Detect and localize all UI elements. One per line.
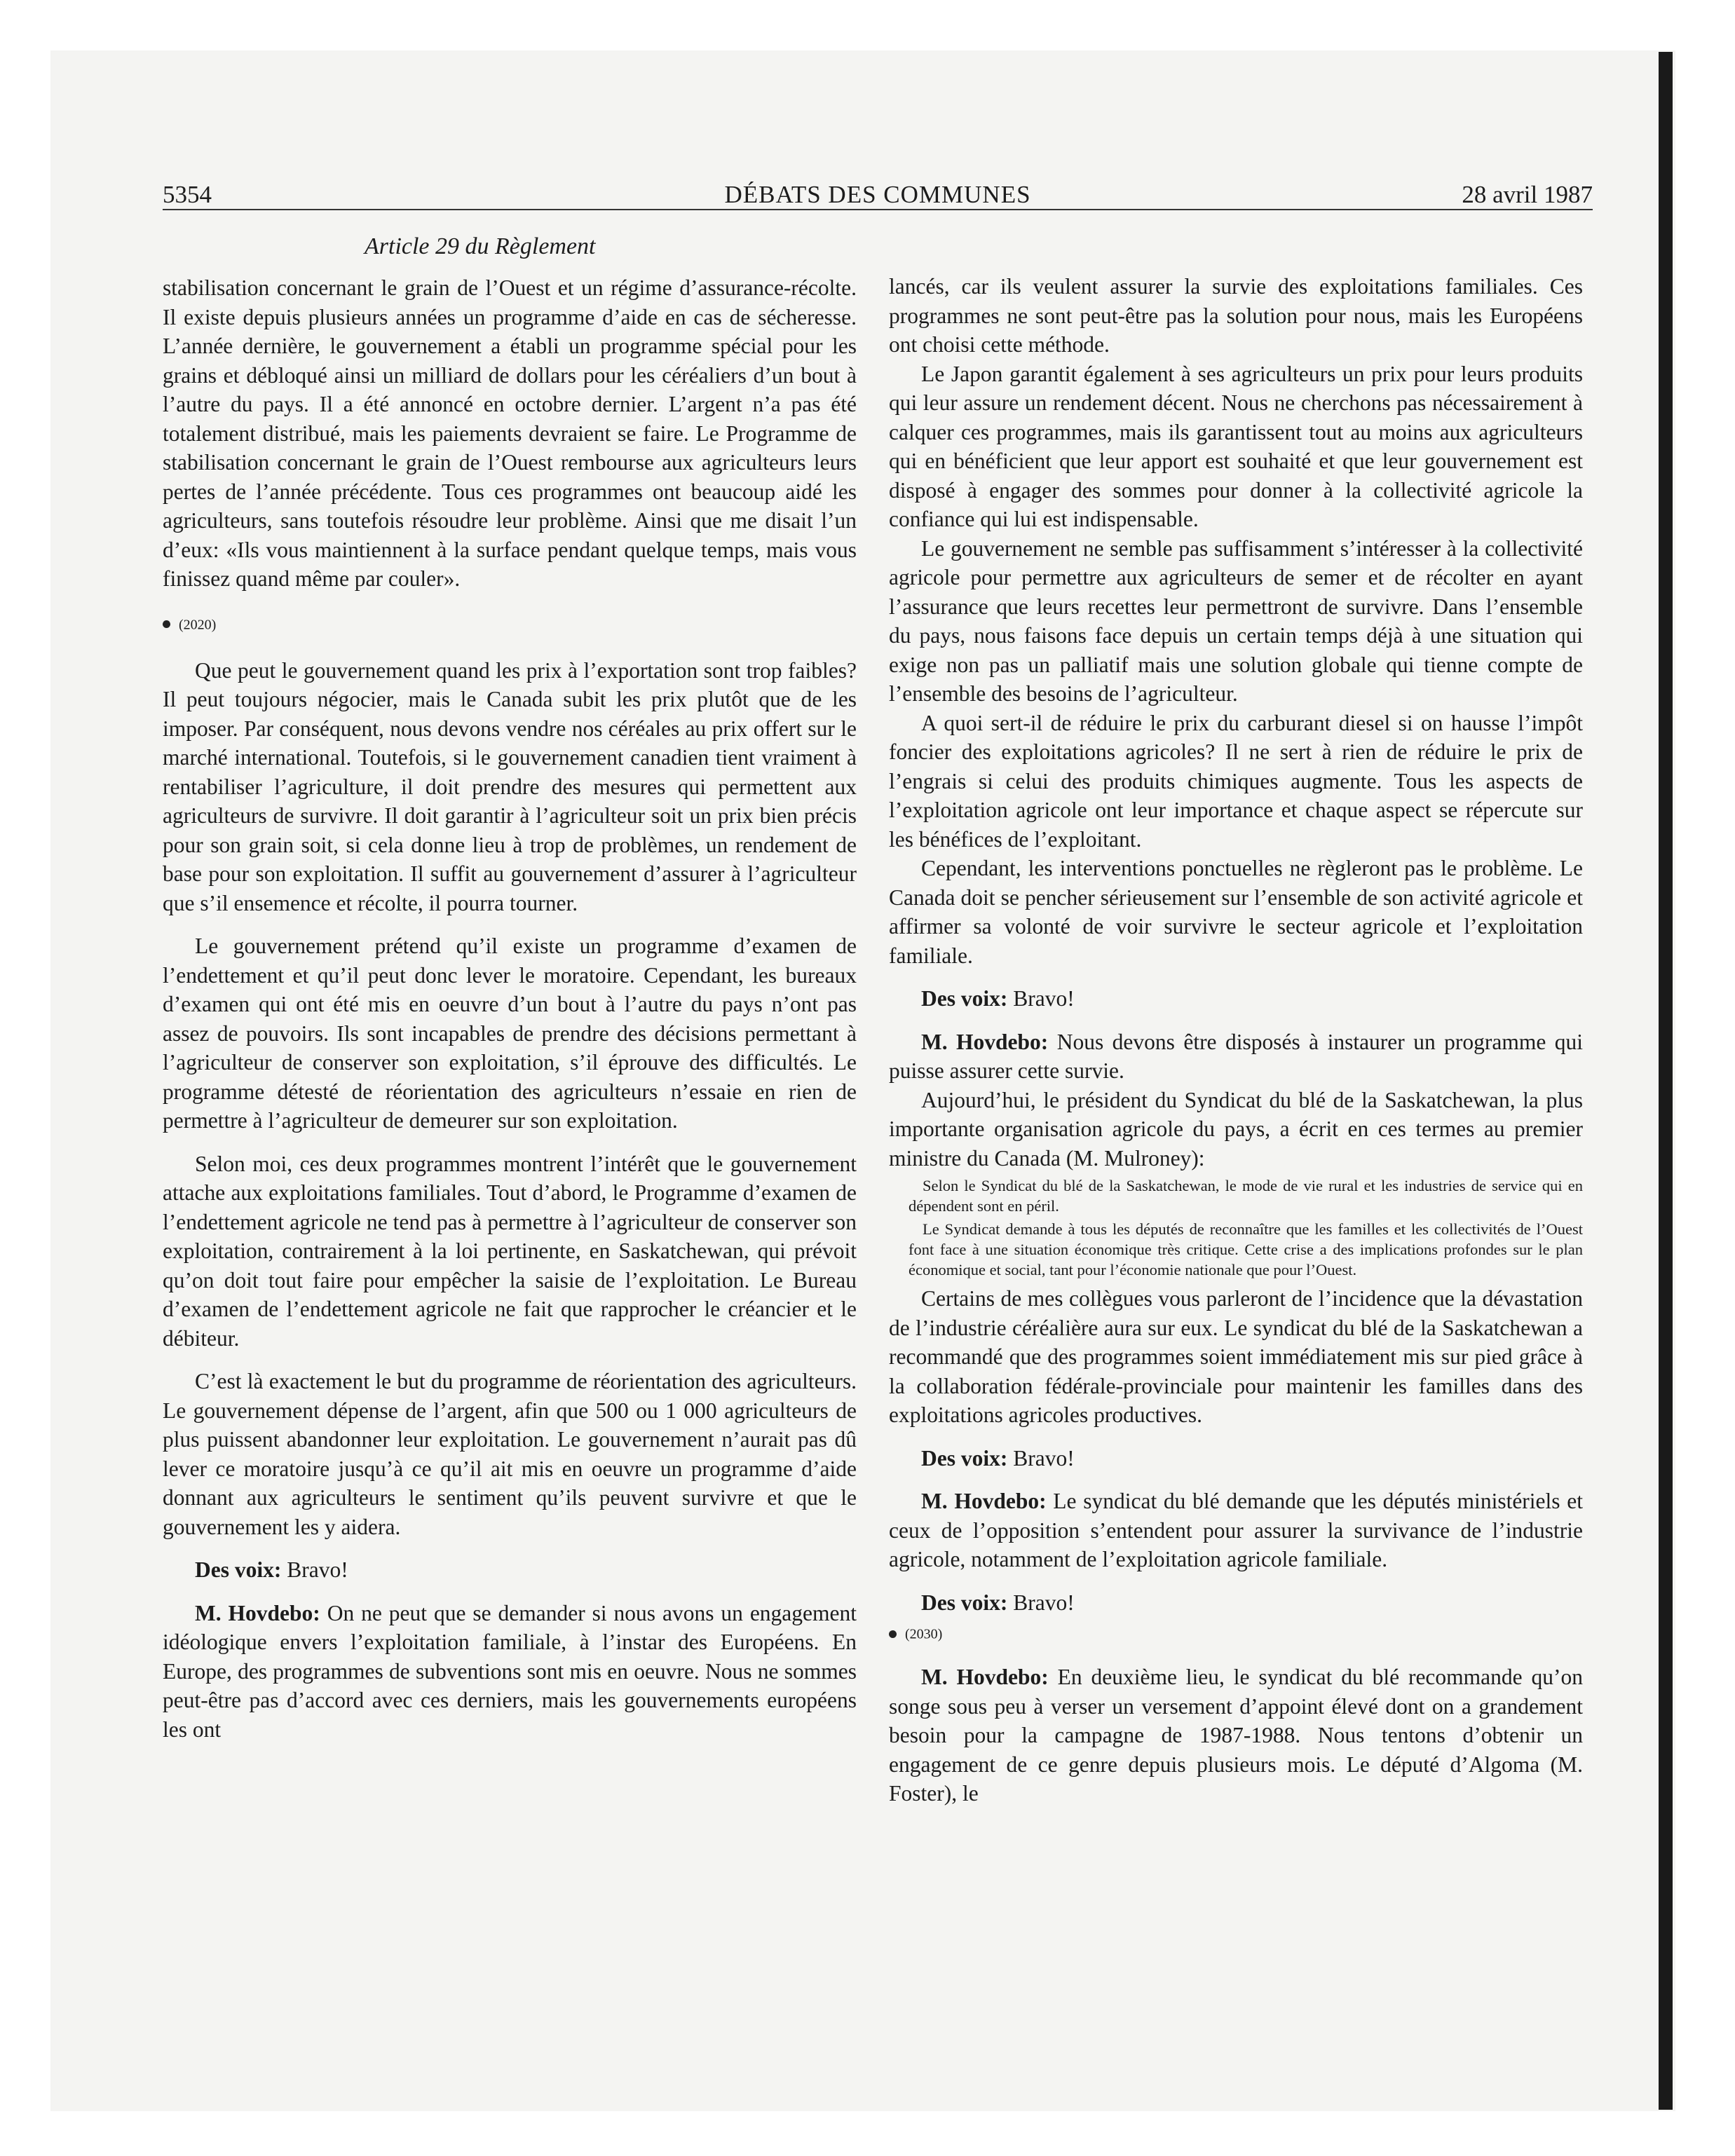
- bullet-icon: [163, 620, 170, 628]
- speaker-name: M. Hovdebo:: [921, 1029, 1049, 1054]
- speech-text: Bravo!: [1013, 986, 1075, 1011]
- bullet-icon: [889, 1630, 897, 1638]
- paragraph: Aujourd’hui, le président du Syndicat du blé de la Saskatchewan, la plus importante organisation agricole du pays, a écrit en ces termes au premier ministre du Canada (M. Mulroney):: [889, 1087, 1583, 1171]
- scan-dark-edge: [1659, 52, 1673, 2110]
- speech-text: En deuxième lieu, le syndicat du blé recommande qu’on songe sous peu à verser un versement d’appoint élevé dont on a grandement besoin pour la campagne de 1987-1988. Nous tentons d’obtenir un engagement de ce genre depuis plusieurs mois. Le député d’Algoma (M. Foster), le: [889, 1665, 1583, 1806]
- speech-text: Nous devons être disposés à instaurer un programme qui puisse assurer cette survie.: [889, 1029, 1584, 1083]
- interjection: [889, 984, 1583, 1014]
- paragraph: A quoi sert-il de réduire le prix du carburant diesel si on hausse l’impôt foncier des exploitations agricoles? Il ne sert à rien de réduire le prix de l’engrais si celui des produits chimiques augmente. Tous les aspects de l’exploitation agricole ont leur importance et chaque aspect se répercute sur les bénéfices de l’exploitant.: [889, 710, 1583, 852]
- paragraph: lancés, car ils veulent assurer la survie des exploitations familiales. Ces programmes ne sont peut-être pas la solution pour nous, mais les Européens ont choisi cette méthode.: [889, 274, 1583, 357]
- journal-title: DÉBATS DES COMMUNES: [724, 181, 1031, 208]
- speech-text: Bravo!: [1013, 1590, 1075, 1615]
- block-quote: Le Syndicat demande à tous les députés de reconnaître que les familles et les collectivités de l’Ouest font face à une situation économique très critique. Cette crise a des implications profondes sur le plan économique et social, tant pour l’économie nationale que pour l’Ouest.: [909, 1220, 1583, 1278]
- header-rule: [163, 209, 1593, 210]
- right-column: [889, 272, 1583, 1808]
- section-subheading: Article 29 du Règlement: [365, 233, 596, 259]
- speech-text: Bravo!: [287, 1557, 348, 1583]
- speech-text: Bravo!: [1013, 1445, 1075, 1471]
- page-date: 28 avril 1987: [1462, 181, 1593, 208]
- speaker-name: M. Hovdebo:: [195, 1600, 320, 1625]
- block-quote: Selon le Syndicat du blé de la Saskatchewan, le mode de vie rural et les industries de service qui en dépendent sont en péril.: [909, 1177, 1583, 1215]
- page-number: 5354: [163, 181, 212, 208]
- speech: [889, 1487, 1583, 1574]
- paragraph: Que peut le gouvernement quand les prix à l’exportation sont trop faibles? Il peut toujours négocier, mais le Canada subit les prix plutôt que de les imposer. Par conséquent, nous devons vendre nos céréales au prix offert sur le marché international. Toutefois, si le gouvernement canadien tient vraiment à rentabiliser l’agriculture, il doit prendre des mesures qui permettent aux agriculteurs de survivre. Il doit garantir à l’agriculteur soit un prix bien précis pour son grain soit, si cela donne lieu à trop de problèmes, un rendement de base pour son exploitation. Il suffit au gouvernement d’assurer à l’agriculteur que s’il ensemence et récolte, il pourra tourner.: [163, 657, 857, 915]
- speaker-name: M. Hovdebo:: [921, 1665, 1049, 1690]
- speaker-name: Des voix:: [195, 1557, 282, 1583]
- interjection: [889, 1588, 1583, 1618]
- timestamp-label: (2030): [905, 1626, 943, 1642]
- speaker-name: Des voix:: [921, 986, 1008, 1011]
- paragraph: Certains de mes collègues vous parleront de l’incidence que la dévastation de l’industrie céréalière aura sur eux. Le syndicat du blé de la Saskatchewan a recommandé que des programmes soient immédiatement mis sur pied grâce à la collaboration fédérale-provinciale pour maintenir les familles dans des exploitations agricoles productives.: [889, 1286, 1583, 1427]
- speech-text: Le syndicat du blé demande que les députés ministériels et ceux de l’opposition s’entendent pour assurer la survivance de l’industrie agricole, notamment de l’exploitation agricole familiale.: [889, 1489, 1583, 1571]
- interjection: [163, 1555, 857, 1585]
- paragraph: Le gouvernement prétend qu’il existe un programme d’examen de l’endettement et qu’il peut donc lever le moratoire. Cependant, les bureaux d’examen qui ont été mis en oeuvre d’un bout à l’autre du pays n’ont pas assez de pouvoirs. Ils sont incapables de prendre des décisions permettant à l’agriculteur de conserver son exploitation, s’il éprouve des difficultés. Le programme détesté de réorientation des agriculteurs n’essaie en rien de permettre à l’agriculteur de demeurer sur son exploitation.: [163, 934, 857, 1133]
- speaker-name: M. Hovdebo:: [921, 1489, 1047, 1513]
- speech: [889, 1028, 1583, 1086]
- speaker-name: Des voix:: [921, 1445, 1008, 1471]
- paragraph: Cependant, les interventions ponctuelles ne règleront pas le problème. Le Canada doit se pencher sérieusement sur l’ensemble de son activité agricole et affirmer sa volonté de voir survivre le secteur agricole et l’exploitation familiale.: [889, 856, 1583, 968]
- timestamp: [889, 1623, 1583, 1644]
- paragraph: C’est là exactement le but du programme de réorientation des agriculteurs. Le gouvernement dépense de l’argent, afin que 500 ou 1 000 agriculteurs de plus puissent abandonner leur exploitation. Le gouvernement n’aurait pas dû lever ce moratoire jusqu’à ce qu’il ait mis en oeuvre un programme d’aide donnant aux agriculteurs le sentiment qu’ils peuvent survivre et que le gouvernement les y aidera.: [163, 1369, 857, 1539]
- timestamp: [163, 613, 857, 635]
- left-column: [163, 273, 857, 1744]
- interjection: [889, 1444, 1583, 1473]
- paragraph: Le gouvernement ne semble pas suffisamment s’intéresser à la collectivité agricole pour permettre aux agriculteurs de semer et de récolter en ayant l’assurance que leurs recettes leur permettront de survivre. Dans l’ensemble du pays, nous faisons face depuis un certain temps déjà à une situation qui exige non pas un palliatif mais une solution globale qui tienne compte de l’ensemble des besoins de l’agriculteur.: [889, 535, 1583, 706]
- paragraph: stabilisation concernant le grain de l’Ouest et un régime d’assurance-récolte. Il existe depuis plusieurs années un programme d’aide en cas de sécheresse. L’année dernière, le gouvernement a établi un programme spécial pour les grains et débloqué ainsi un milliard de dollars pour les céréaliers d’un bout à l’autre du pays. Il a été annoncé en octobre dernier. L’argent n’a pas été totalement distribué, mais les paiements devraient se faire. Le Programme de stabilisation concernant le grain de l’Ouest rembourse aux agriculteurs leurs pertes de l’année précédente. Tous ces programmes ont beaucoup aidé les agriculteurs, sans toutefois résoudre leur problème. Ainsi que me disait l’un d’eux: «Ils vous maintiennent à la surface pendant quelque temps, mais vous finissez quand même par couler».: [163, 275, 857, 591]
- speech: [163, 1599, 857, 1745]
- paragraph: Selon moi, ces deux programmes montrent l’intérêt que le gouvernement attache aux exploitations familiales. Tout d’abord, le Programme d’examen de l’endettement agricole ne tend pas à permettre à l’agriculteur de conserver son exploitation, contrairement à la loi pertinente, en Saskatchewan, qui prévoit qu’on doit tout faire pour empêcher la saisie de l’exploitation. Le Bureau d’examen de l’endettement agricole ne fait que rapprocher le créancier et le débiteur.: [163, 1151, 857, 1351]
- speech: [889, 1663, 1583, 1808]
- paragraph: Le Japon garantit également à ses agriculteurs un prix pour leurs produits qui leur assure un rendement décent. Nous ne cherchons pas nécessairement à calquer ces programmes, mais ils garantissent tout au moins aux agriculteurs qui en bénéficient que leur apport est souhaité et que leur gouvernement est disposé à engager des sommes pour donner à la collectivité agricole la confiance qui lui est indispensable.: [889, 361, 1583, 531]
- speaker-name: Des voix:: [921, 1590, 1008, 1615]
- speech-text: On ne peut que se demander si nous avons un engagement idéologique envers l’exploitation familiale, à l’instar des Européens. En Europe, des programmes de subventions sont mis en oeuvre. Nous ne sommes peut-être pas d’accord avec ces derniers, mais les gouvernements européens les ont: [163, 1600, 857, 1742]
- timestamp-label: (2020): [179, 616, 217, 632]
